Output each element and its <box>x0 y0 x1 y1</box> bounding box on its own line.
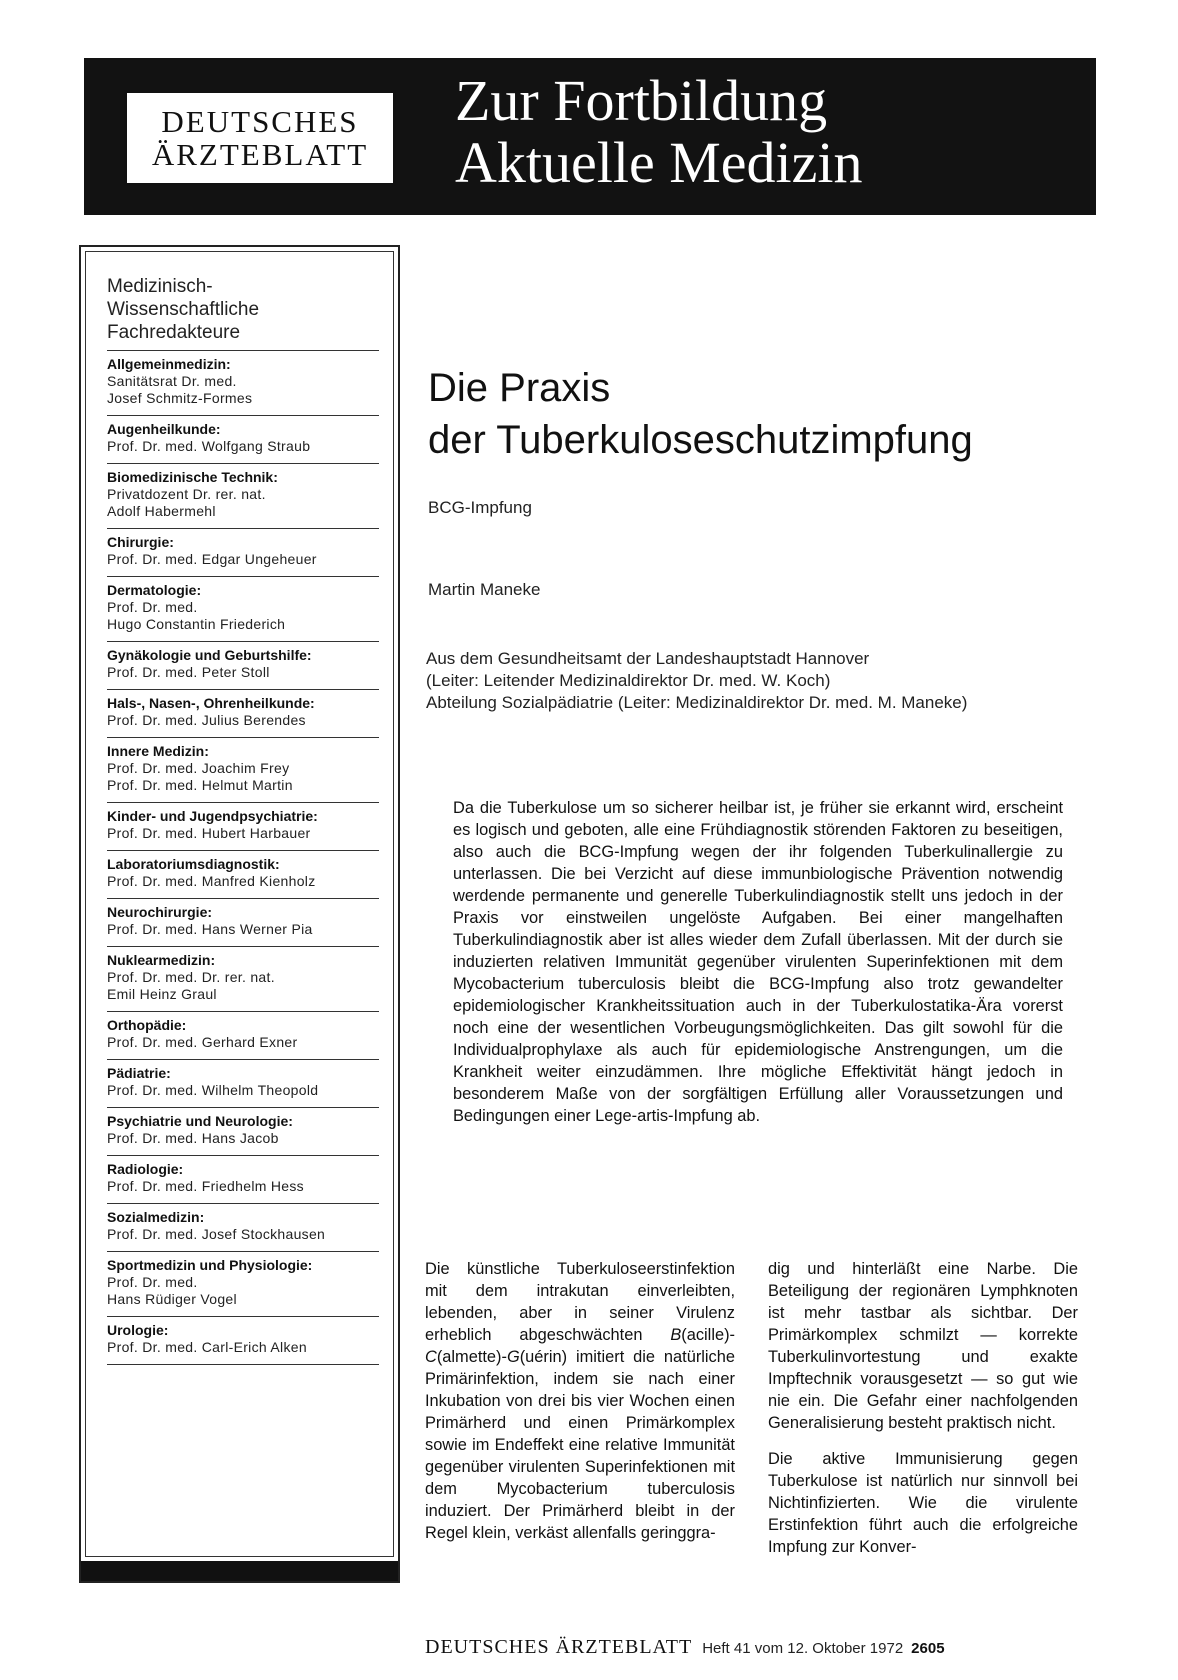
editor-names: Prof. Dr. med. Hans Rüdiger Vogel <box>107 1274 237 1307</box>
logo-line-2: ÄRZTEBLATT <box>151 137 369 172</box>
editor-names: Prof. Dr. med. Hugo Constantin Friederich <box>107 599 286 632</box>
editor-field: Neurochirurgie: <box>107 904 213 920</box>
article-title-line-1: Die Praxis <box>428 366 611 410</box>
editor-names: Prof. Dr. med. Dr. rer. nat. Emil Heinz Graul <box>107 969 275 1002</box>
bcg-letter-c: C <box>425 1348 437 1366</box>
editor-names: Prof. Dr. med. Wolfgang Straub <box>107 438 311 454</box>
editor-field: Laboratoriumsdiagnostik: <box>107 856 280 872</box>
editor-names: Prof. Dr. med. Friedhelm Hess <box>107 1178 304 1194</box>
editor-field: Augenheilkunde: <box>107 421 221 437</box>
editor-entry <box>107 738 379 803</box>
editor-entry <box>107 642 379 690</box>
editor-names: Privatdozent Dr. rer. nat. Adolf Habermehl <box>107 486 266 519</box>
editor-names: Prof. Dr. med. Wilhelm Theopold <box>107 1082 319 1098</box>
sidebar-heading: Medizinisch- Wissenschaftliche Fachredakteure <box>107 276 260 343</box>
editor-field: Biomedizinische Technik: <box>107 469 278 485</box>
editor-entry <box>107 1317 379 1365</box>
editor-field: Psychiatrie und Neurologie: <box>107 1113 293 1129</box>
editor-field: Pädiatrie: <box>107 1065 171 1081</box>
editor-names: Prof. Dr. med. Edgar Ungeheuer <box>107 551 317 567</box>
editor-entry <box>107 1156 379 1204</box>
article-title <box>428 362 1088 466</box>
editor-names: Prof. Dr. med. Hubert Harbauer <box>107 825 311 841</box>
affiliation-line-1: Aus dem Gesundheitsamt der Landeshauptstadt Hannover <box>426 649 870 668</box>
editor-names: Prof. Dr. med. Hans Werner Pia <box>107 921 313 937</box>
body-column-left <box>425 1258 735 1558</box>
body-text: imitiert die natürliche Primärinfektion, indem sie nach einer Inkubation von drei bis vier Wochen einen Primärherd und einen Primärkomplex sowie im Endeffekt eine relative Immunität gegenüber virulenten Superinfektionen mit dem Mycobacterium tuberculosis induziert. Der Primärherd bleibt in der Regel klein, verkäst allenfalls geringgra- <box>425 1348 735 1542</box>
journal-logo <box>124 90 396 186</box>
bcg-letter-b: B <box>670 1326 682 1344</box>
editor-entry <box>107 529 379 577</box>
editor-field: Sozialmedizin: <box>107 1209 205 1225</box>
editor-list <box>107 350 379 1365</box>
editor-entry <box>107 351 379 416</box>
bcg-letter-g: G <box>506 1348 520 1366</box>
editor-entry <box>107 851 379 899</box>
article-author: Martin Maneke <box>428 580 541 599</box>
article-subtitle: BCG-Impfung <box>428 498 532 517</box>
section-title-line-1: Zur Fortbildung <box>455 68 828 133</box>
body-paragraph <box>425 1258 735 1544</box>
editor-entry <box>107 803 379 851</box>
editor-entry <box>107 416 379 464</box>
editor-field: Urologie: <box>107 1322 169 1338</box>
editor-names: Prof. Dr. med. Joachim Frey Prof. Dr. med. Helmut Martin <box>107 760 293 793</box>
body-paragraph: Die aktive Immunisierung gegen Tuberkulose ist natürlich nur sinnvoll bei Nichtinfizierten. Wie die virulente Erstinfektion führt auch die erfolgreiche Impfung zur Konver- <box>768 1450 1078 1556</box>
editor-entry <box>107 690 379 738</box>
editor-field: Orthopädie: <box>107 1017 187 1033</box>
editor-entry <box>107 1060 379 1108</box>
editor-field: Radiologie: <box>107 1161 184 1177</box>
editor-field: Allgemeinmedizin: <box>107 356 231 372</box>
article-abstract: Da die Tuberkulose um so sicherer heilbar ist, je früher sie erkannt wird, erscheint es logisch und geboten, alle eine Frühdiagnostik störenden Faktoren zu beseitigen, also auch die BCG-Impfung wegen der ihr folgenden Tuberkulinallergie zu unterlassen. Die bei Verzicht auf diese immunbiologische Prävention notwendig werdende permanente und generelle Tuberkulindiagnostik stellt uns jedoch in der Praxis vor einstweilen ungelöste Aufgaben. Bei einer mangelhaften Tuberkulindiagnostik aber ist alles wieder dem Zufall überlassen. Mit der durch sie induzierten relativen Immunität gegenüber virulenten Superinfektionen mit dem Mycobacterium tuberculosis bleibt die BCG-Impfung also trotz gewandelter epidemiologischer Krankheitssituation auch in der Tuberkulostatika-Ära vorerst noch eine der wesentlichen Vorbeugungsmöglichkeiten. Das gilt sowohl für die Individualprophylaxe als auch für epidemiologische Anstrengungen, um die Krankheit weiter einzudämmen. Ihre mögliche Effektivität hängt jedoch in besonderem Maße von der sorgfältigen Erfüllung aller Voraussetzungen und Bedingungen einer Lege-artis-Impfung ab. <box>453 799 1063 1125</box>
editor-names: Prof. Dr. med. Manfred Kienholz <box>107 873 316 889</box>
editor-field: Gynäkologie und Geburtshilfe: <box>107 647 312 663</box>
editor-entry <box>107 1012 379 1060</box>
article-title-line-2: der Tuberkuloseschutzimpfung <box>428 418 973 462</box>
footer-journal-name: DEUTSCHES ÄRZTEBLATT <box>425 1636 693 1658</box>
logo-line-1: DEUTSCHES <box>161 104 359 139</box>
editor-names: Prof. Dr. med. Gerhard Exner <box>107 1034 298 1050</box>
editor-entry <box>107 464 379 529</box>
editor-entry <box>107 899 379 947</box>
affiliation-line-3: Abteilung Sozialpädiatrie (Leiter: Medizinaldirektor Dr. med. M. Maneke) <box>426 693 968 712</box>
editor-names: Prof. Dr. med. Peter Stoll <box>107 664 270 680</box>
editor-entry <box>107 1204 379 1252</box>
page-number: 2605 <box>911 1640 945 1657</box>
affiliation-line-2: (Leiter: Leitender Medizinaldirektor Dr. med. W. Koch) <box>426 671 831 690</box>
editor-entry <box>107 577 379 642</box>
editor-names: Prof. Dr. med. Josef Stockhausen <box>107 1226 326 1242</box>
bcg-text-g: (uérin) <box>519 1348 568 1366</box>
page-footer <box>425 1636 1097 1659</box>
editor-field: Kinder- und Jugendpsychiatrie: <box>107 808 318 824</box>
editor-field: Chirurgie: <box>107 534 174 550</box>
editor-field: Dermatologie: <box>107 582 202 598</box>
author-affiliation <box>426 648 1106 714</box>
editors-sidebar <box>79 245 400 1583</box>
editor-names: Prof. Dr. med. Carl-Erich Alken <box>107 1339 307 1355</box>
editor-names: Sanitätsrat Dr. med. Josef Schmitz-Formes <box>107 373 253 406</box>
editor-entry <box>107 1252 379 1317</box>
editor-names: Prof. Dr. med. Hans Jacob <box>107 1130 279 1146</box>
footer-issue: Heft 41 vom 12. Oktober 1972 <box>702 1640 904 1657</box>
section-title-line-2: Aktuelle Medizin <box>455 130 863 195</box>
bcg-text-c: (almette)- <box>436 1348 507 1366</box>
editor-entry <box>107 1108 379 1156</box>
editor-names: Prof. Dr. med. Julius Berendes <box>107 712 306 728</box>
editor-field: Sportmedizin und Physiologie: <box>107 1257 313 1273</box>
editor-field: Nuklearmedizin: <box>107 952 216 968</box>
bcg-text-b: (acille)- <box>681 1326 735 1344</box>
sidebar-footer-bar <box>81 1561 398 1581</box>
editor-field: Innere Medizin: <box>107 743 209 759</box>
body-column-right <box>768 1258 1078 1572</box>
body-paragraph: dig und hinterläßt eine Narbe. Die Beteiligung der regionären Lymphknoten ist mehr tastbar als sichtbar. Der Primärkomplex schmilzt — korrekte Tuberkulinvortestung und exakte Impftechnik vorausgesetzt — so gut wie nie ein. Die Gefahr einer nachfolgenden Generalisierung besteht praktisch nicht. <box>768 1260 1078 1432</box>
editor-field: Hals-, Nasen-, Ohrenheilkunde: <box>107 695 315 711</box>
body-text: Die künstliche Tuberkuloseerstinfektion mit dem intrakutan einverleibten, lebenden, aber in seiner Virulenz erheblich abgeschwächten <box>425 1260 735 1344</box>
editor-entry <box>107 947 379 1012</box>
section-title <box>455 70 1075 194</box>
